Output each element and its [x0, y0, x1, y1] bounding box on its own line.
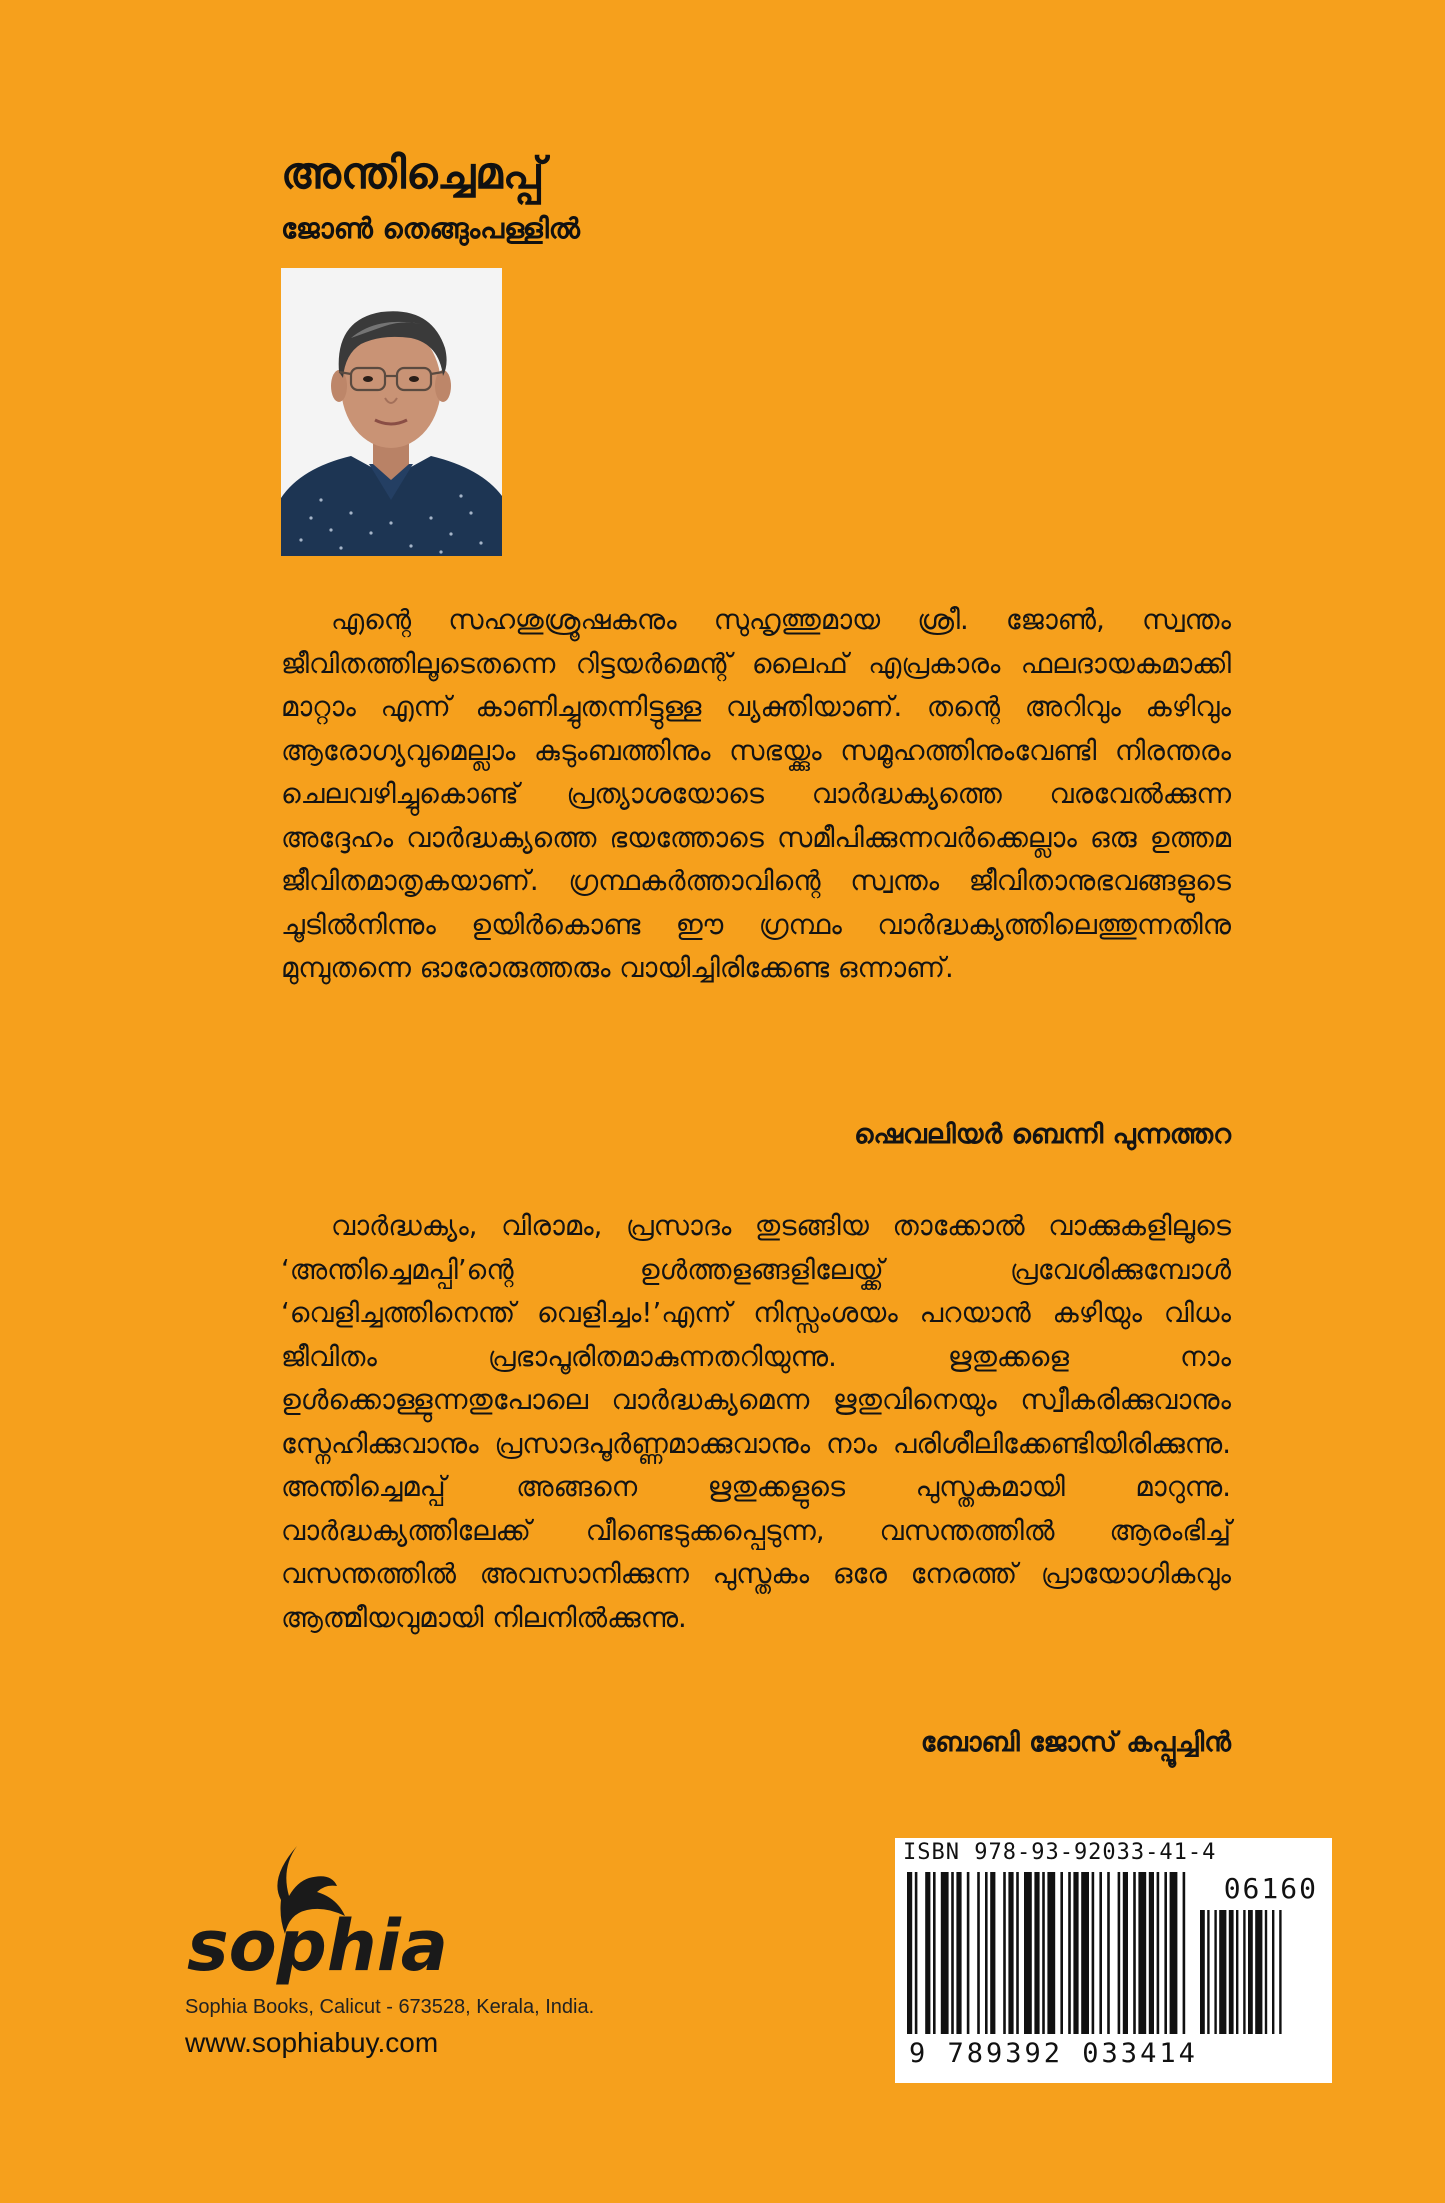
barcode-bar	[1092, 1872, 1095, 2034]
book-author: ജോൺ തെങ്ങുംപള്ളിൽ	[281, 212, 580, 245]
logo-wordmark: sophia	[187, 1905, 445, 1987]
barcode-bar	[951, 1872, 954, 2034]
review-signature-1: ഷെവലിയർ ബെന്നി പുന്നത്തറ	[854, 1119, 1231, 1150]
barcode-bar	[1157, 1872, 1160, 2034]
barcode-bar	[1099, 1872, 1102, 2034]
book-title: അന്തിച്ചെമപ്പ്	[281, 148, 545, 199]
price-bar	[1272, 1910, 1274, 2034]
barcode-bar	[1149, 1872, 1154, 2034]
barcode-bar	[1123, 1872, 1128, 2034]
publisher-logo	[185, 1838, 445, 1988]
barcode-bar	[1138, 1872, 1146, 2034]
author-photo	[281, 268, 502, 556]
price-bar	[1200, 1910, 1205, 2034]
barcode-bar	[933, 1872, 936, 2034]
barcode-bar	[1183, 1872, 1186, 2034]
price-bar	[1265, 1910, 1267, 2034]
barcode-bar	[1068, 1872, 1071, 2034]
barcode-bar	[1170, 1872, 1178, 2034]
review-text-1: എന്റെ സഹശുശ്രൂഷകനും സുഹൃത്തുമായ ശ്രീ. ജോൺ, സ്വന്തം ജീവിതത്തിലൂടെതന്നെ റിട്ടയർമെന്റ് ലൈഫ് എപ്രകാരം ഫലദായകമാക്കി മാറ്റാം എന്ന് കാണിച്ചുതന്നിട്ടുള്ള വ്യക്തിയാണ്. തന്റെ അറിവും കഴിവും ആരോഗ്യവുമെല്ലാം കുടുംബത്തിനും സഭയ്ക്കും സമൂഹത്തിനുംവേണ്ടി നിരന്തരം ചെലവഴിച്ചുകൊണ്ട് പ്രത്യാശയോടെ വാർദ്ധക്യത്തെ വരവേൽക്കുന്ന അദ്ദേഹം വാർദ്ധക്യത്തെ ഭയത്തോടെ സമീപിക്കുന്നവർക്കെല്ലാം ഒരു ഉത്തമ ജീവിതമാതൃകയാണ്. ഗ്രന്ഥകർത്താവിന്റെ സ്വന്തം ജീവിതാനുഭവങ്ങളുടെ ചൂടിൽനിന്നും ഉയിർകൊണ്ട ഈ ഗ്രന്ഥം വാർദ്ധക്യത്തിലെത്തുന്നതിനു മുമ്പുതന്നെ ഓരോരുത്തരും വായിച്ചിരിക്കേണ്ട ഒന്നാണ്.	[281, 604, 1231, 984]
barcode-bar	[1081, 1872, 1089, 2034]
price-bar	[1236, 1910, 1238, 2034]
isbn-barcode	[895, 1838, 1332, 2083]
barcode-bar	[907, 1872, 912, 2034]
barcode-bar	[1060, 1872, 1063, 2034]
barcode-bar	[956, 1872, 961, 2034]
barcode-bar	[925, 1872, 930, 2034]
barcode-bar	[1024, 1872, 1032, 2034]
review-text-2: വാർദ്ധക്യം, വിരാമം, പ്രസാദം തുടങ്ങിയ താക്കോൽ വാക്കുകളിലൂടെ ‘അന്തിച്ചെമപ്പി’ന്റെ ഉൾത്തളങ്ങളിലേയ്ക്ക് പ്രവേശിക്കുമ്പോൾ ‘വെളിച്ചത്തിനെന്ത് വെളിച്ചം!’എന്ന് നിസ്സംശയം പറയാൻ കഴിയും വിധം ജീവിതം പ്രഭാപൂരിതമാകുന്നതറിയുന്നു. ഋതുക്കളെ നാം ഉൾക്കൊള്ളുന്നതുപോലെ വാർദ്ധക്യമെന്ന ഋതുവിനെയും സ്വീകരിക്കുവാനും സ്നേഹിക്കുവാനും പ്രസാദപൂർണ്ണമാക്കുവാനും നാം പരിശീലിക്കേണ്ടിയിരിക്കുന്നു. അന്തിച്ചെമപ്പ് അങ്ങനെ ഋതുക്കളുടെ പുസ്തകമായി മാറുന്നു. വാർദ്ധക്യത്തിലേക്ക് വീണ്ടെടുക്കപ്പെടുന്ന, വസന്തത്തിൽ ആരംഭിച്ച് വസന്തത്തിൽ അവസാനിക്കുന്ന പുസ്തകം ഒരേ നേരത്ത് പ്രായോഗികവും ആത്മീയവുമായി നിലനിൽക്കുന്നു.	[281, 1210, 1231, 1634]
barcode-bar	[941, 1872, 949, 2034]
price-bar	[1229, 1910, 1234, 2034]
price-bar	[1214, 1910, 1216, 2034]
price-code: 06160	[1223, 1872, 1318, 1905]
barcode-bar	[1008, 1872, 1013, 2034]
barcode-bar	[1042, 1872, 1045, 2034]
price-bar	[1255, 1910, 1262, 2034]
barcode-bar	[915, 1872, 918, 2034]
barcode-bar	[1016, 1872, 1019, 2034]
barcode-bar	[990, 1872, 995, 2034]
price-bar	[1207, 1910, 1209, 2034]
price-bar	[1243, 1910, 1245, 2034]
barcode-bar	[1034, 1872, 1039, 2034]
barcode-bar	[977, 1872, 980, 2034]
isbn-label: ISBN 978-93-92033-41-4	[903, 1840, 1217, 1865]
barcode-bar	[1133, 1872, 1136, 2034]
review-signature-2: ബോബി ജോസ് കപ്പൂച്ചിൻ	[920, 1727, 1231, 1758]
ean-digits: 9 789392 033414	[909, 2038, 1198, 2069]
barcode-bar	[1107, 1872, 1110, 2034]
author-portrait-icon	[281, 268, 502, 556]
price-bar	[1279, 1910, 1281, 2034]
barcode-bar	[1164, 1872, 1167, 2034]
barcode-bar	[1073, 1872, 1078, 2034]
publisher-website[interactable]: www.sophiabuy.com	[185, 2027, 439, 2058]
barcode-bar	[985, 1872, 988, 2034]
barcode-bar	[967, 1872, 970, 2034]
price-bar	[1219, 1910, 1226, 2034]
barcode-bar	[1118, 1872, 1121, 2034]
price-bar	[1248, 1910, 1253, 2034]
publisher-address: Sophia Books, Calicut - 673528, Kerala, India.	[185, 1996, 595, 2018]
barcode-bar	[1047, 1872, 1055, 2034]
barcode-bar	[1003, 1872, 1006, 2034]
